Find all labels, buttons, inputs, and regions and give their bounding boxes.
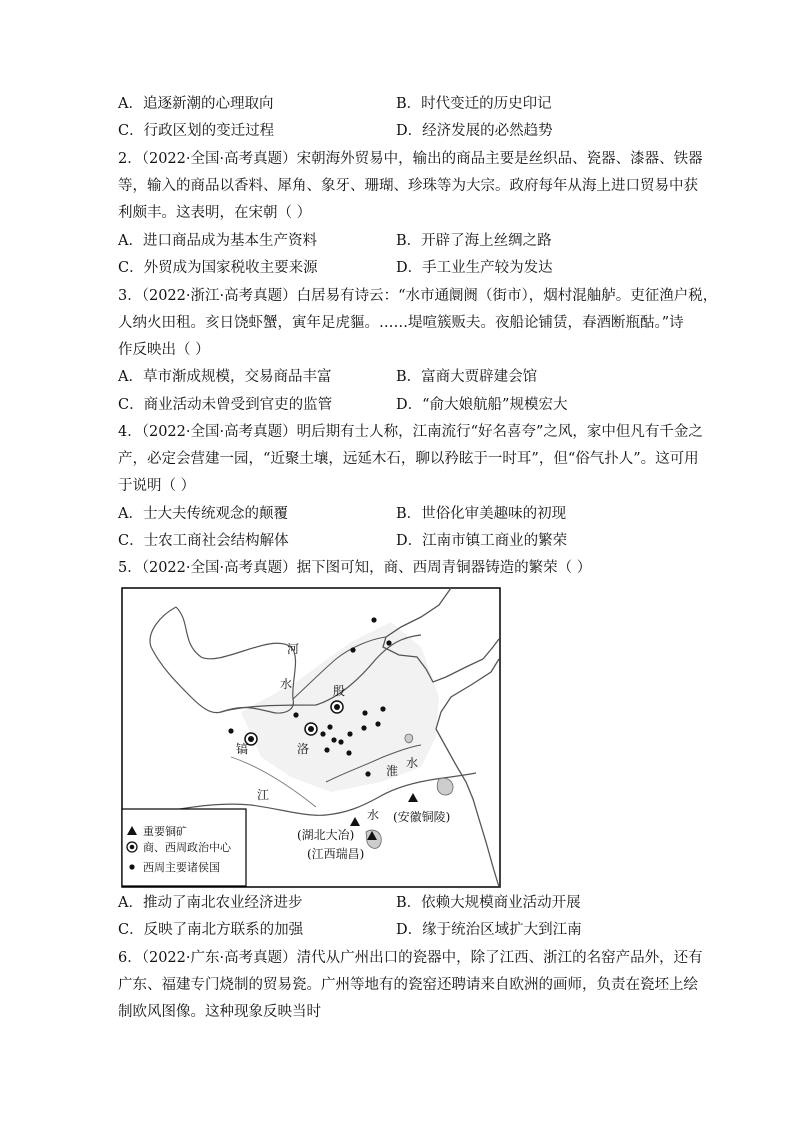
q5-option-b: B．依赖大规模商业活动开展 bbox=[396, 895, 581, 911]
label-jiangxi-ruichang: (江西瑞昌) bbox=[307, 847, 365, 861]
label-yin: 殷 bbox=[333, 684, 346, 698]
label-shui-3: 水 bbox=[367, 808, 380, 822]
q3-option-c: C．商业活动未曾受到官吏的监管 bbox=[118, 397, 333, 413]
label-jiang: 江 bbox=[257, 788, 270, 802]
q6-stem-line-3: 制欧风图像。这种现象反映当时 bbox=[118, 1004, 321, 1020]
q2-option-b: B．开辟了海上丝绸之路 bbox=[396, 233, 552, 249]
q5-option-c: C．反映了南北方联系的加强 bbox=[118, 922, 304, 938]
map-legend bbox=[122, 809, 246, 886]
capital-yin bbox=[331, 701, 343, 713]
q2-stem-line-2: 等，输入的商品以香料、犀角、象牙、珊瑚、珍珠等为大宗。政府每年从海上进口贸易中获 bbox=[118, 178, 698, 194]
label-shui-2: 水 bbox=[406, 756, 419, 770]
q1-option-a: A．追逐新潮的心理取向 bbox=[118, 96, 274, 112]
q4-stem-line-3: 于说明（ ） bbox=[118, 478, 196, 494]
q1-option-d: D．经济发展的必然趋势 bbox=[396, 123, 553, 139]
q4-option-d: D．江南市镇工商业的繁荣 bbox=[396, 533, 568, 549]
legend-vassal-icon bbox=[129, 864, 134, 869]
legend-capital-label: 商、西周政治中心 bbox=[143, 841, 231, 854]
q5-stem-line-1: 5．（2022·全国·高考真题）据下图可知，商、西周青铜器铸造的繁荣（ ） bbox=[118, 560, 592, 576]
q4-option-c: C．士农工商社会结构解体 bbox=[118, 533, 289, 549]
q4-option-b: B．世俗化审美趣味的初现 bbox=[396, 506, 567, 522]
q2-option-c: C．外贸成为国家税收主要来源 bbox=[118, 260, 318, 276]
q4-stem-line-2: 产，必定会营建一园，“近聚土壤，远延木石，聊以矜眩于一时耳”，但“俗气扑人”。这可用 bbox=[118, 451, 699, 467]
q5-option-d: D．缘于统治区域扩大到江南 bbox=[396, 922, 582, 938]
q1-option-c: C．行政区划的变迁过程 bbox=[118, 123, 275, 139]
legend-copper-label: 重要铜矿 bbox=[143, 825, 187, 838]
label-hao: 镐 bbox=[236, 742, 249, 756]
q3-option-d: D．“俞大娘航船”规模宏大 bbox=[396, 397, 568, 413]
q3-stem-line-3: 作反映出（ ） bbox=[118, 342, 210, 358]
label-anhui-tongling: (安徽铜陵) bbox=[393, 810, 451, 824]
bronze-map bbox=[121, 587, 501, 888]
label-luo: 洛 bbox=[297, 742, 310, 756]
q2-stem-line-1: 2．（2022·全国·高考真题）宋朝海外贸易中，输出的商品主要是丝织品、瓷器、漆器、铁器 bbox=[118, 151, 703, 167]
q6-stem-line-2: 广东、福建专门烧制的贸易瓷。广州等地有的瓷窑还聘请来自欧洲的画师，负责在瓷坯上绘 bbox=[118, 977, 698, 993]
q4-stem-line-1: 4．（2022·全国·高考真题）明后期有士人称，江南流行“好名喜夸”之风，家中但凡有千金之 bbox=[118, 424, 703, 440]
q1-option-b: B．时代变迁的历史印记 bbox=[396, 96, 552, 112]
tai-lake bbox=[437, 778, 453, 795]
q2-option-d: D．手工业生产较为发达 bbox=[396, 260, 553, 276]
q6-stem-line-1: 6．（2022·广东·高考真题）清代从广州出口的瓷器中，除了江西、浙江的名窑产品外，还有 bbox=[118, 950, 703, 966]
q5-option-a: A．推动了南北农业经济进步 bbox=[118, 895, 303, 911]
legend-vassal-label: 西周主要诸侯国 bbox=[143, 861, 220, 874]
q2-option-a: A．进口商品成为基本生产资料 bbox=[118, 233, 317, 249]
q3-option-b: B．富商大贾辟建会馆 bbox=[396, 369, 538, 385]
label-huai: 淮 bbox=[386, 764, 399, 778]
label-he: 河 bbox=[287, 642, 300, 656]
q3-option-a: A．草市渐成规模，交易商品丰富 bbox=[118, 369, 332, 385]
q2-stem-line-3: 利颇丰。这表明，在宋朝（ ） bbox=[118, 205, 312, 221]
q3-stem-line-1: 3．（2022·浙江·高考真题）白居易有诗云：“水市通阛阓（街市），烟村混舳舻。吏征渔户税， bbox=[118, 288, 718, 304]
capital-luo bbox=[305, 723, 317, 735]
hongze-lake bbox=[405, 734, 413, 743]
label-shui-1: 水 bbox=[280, 677, 293, 691]
q4-option-a: A．士大夫传统观念的颠覆 bbox=[118, 506, 288, 522]
q3-stem-line-2: 人纳火田租。亥日饶虾蟹，寅年足虎貙。……堤喧簇贩夫。夜船论铺赁，春酒断瓶酤。”诗 bbox=[118, 315, 684, 331]
label-hubei-daye: (湖北大冶) bbox=[297, 828, 355, 842]
